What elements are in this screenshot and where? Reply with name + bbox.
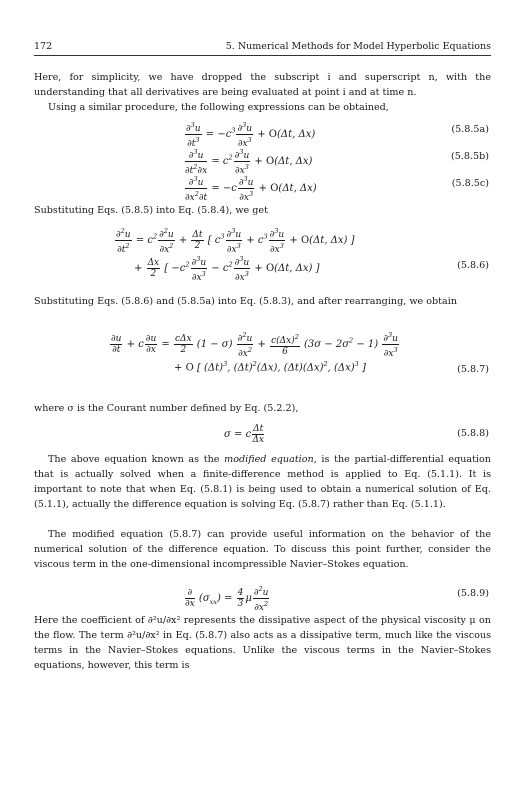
running-header — [34, 41, 491, 56]
equation-label: (5.8.5a) — [451, 124, 489, 135]
equation-5-8-5c: $\frac{\partial^3u}{\partial x^2\partial t}$ = −c $\frac{\partial^3u}{\partial x^3}$ + O(Δt, Δx) (5.8.5c) — [185, 175, 489, 203]
equation-label: (5.8.8) — [457, 428, 489, 439]
equation-5-8-9: $\frac{\partial}{\partial x}$ $(\sigma_{xx})$ = $\frac{4}{3}$ μ $\frac{\partial^2u}{\partial x^2}$ (5.8.9) — [185, 585, 489, 613]
paragraph-modified-equation: The above equation known as the modified equation, is the partial-differential equation that is actually solved when a finite-difference method is applied to Eq. (5.1.1). It is important to note that when Eq. (5.8.1) is being used to obtain a numerical solution of Eq. (5.1.1), actually the difference equation is solving Eq. (5.8.7) rather than Eq. (5.1.1). — [34, 454, 491, 510]
equation-5-8-5b: $\frac{\partial^3u}{\partial t^2\partial x}$ = $c^2$ $\frac{\partial^3u}{\partial x^3}$ + O(Δt, Δx) (5.8.5b) — [185, 148, 489, 176]
running-title: 5. Numerical Methods for Model Hyperbolic Equations — [225, 41, 491, 52]
paragraph-similar: Using a similar procedure, the following expressions can be obtained, — [48, 102, 389, 113]
paragraph-behavior: The modified equation (5.8.7) can provide useful information on the behavior of the numerical solution of the difference equation. To discuss this point further, consider the viscous term in the one-dimensional incompressible Navier–Stokes equation. — [34, 529, 491, 570]
equation-5-8-8: σ = c $\frac{\Delta t}{\Delta x}$ (5.8.8) — [224, 424, 489, 445]
paragraph-substituting-2: Substituting Eqs. (5.8.6) and (5.8.5a) into Eq. (5.8.3), and after rearranging, we obtain — [34, 296, 457, 307]
paragraph-dissipative: Here the coefficient of ∂²u/∂x² represents the dissipative aspect of the physical viscosity μ on the flow. The term ∂²u/∂x² in Eq. (5.8.7) also acts as a dissipative term, much like the viscous terms in the Navier–Stokes equations. Unlike the viscous terms in the Navier–Stokes equations, however, this term is — [34, 615, 491, 671]
equation-label: (5.8.7) — [457, 364, 489, 375]
paragraph-substituting-1: Substituting Eqs. (5.8.5) into Eq. (5.8.4), we get — [34, 205, 268, 216]
equation-label: (5.8.9) — [457, 588, 489, 599]
equation-5-8-6: $\frac{\partial^2u}{\partial t^2}$ = $c^2$ $\frac{\partial^2u}{\partial x^2}$ + $\frac{\Delta t}{2}$ [ $c^3$ $\frac{\partial^3u}{\partial x^3}$ + $c^3$ $\frac{\partial^3u}{\partial x^3}$ + O(Δt, Δx) ] + $\frac{\Delta x}{2}$ [ $-c^2$ $\frac{\partial^3u}{\partial x^3}$ − $c^2$ $\frac{\partial^3u}{\partial x^3}$ + O(Δt, Δx) ] (5.8.6) — [116, 227, 489, 283]
equation-5-8-5a: $\frac{\partial^3u}{\partial t^3}$ = $-c^3$ $\frac{\partial^3u}{\partial x^3}$ + O(Δt, Δx) (5.8.5a) — [186, 121, 489, 149]
paragraph-intro: Here, for simplicity, we have dropped the subscript i and superscript n, with the understanding that all derivatives are being evaluated at point i and at time n. — [34, 72, 491, 98]
equation-label: (5.8.5b) — [450, 151, 489, 162]
emphasis-modified-equation: modified equation — [224, 454, 314, 465]
equation-label: (5.8.5c) — [451, 178, 489, 189]
page-number: 172 — [34, 41, 53, 52]
equation-label: (5.8.6) — [457, 260, 489, 271]
equation-5-8-7: $\frac{\partial u}{\partial t}$ + c $\frac{\partial u}{\partial x}$ = $\frac{\text{cΔx}}{2}$ (1 − σ) $\frac{\partial^2u}{\partial x^2}$ + $\frac{c(\Delta x)^2}{6}$ $(3\sigma - 2\sigma^2 - 1)$ $\frac{\partial^3u}{\partial x^3}$ + O [ $(\Delta t)^3$, $(\Delta t)^2(\Delta x)$, $(\Delta t)(\Delta x)^2$, $(\Delta x)^3$ ] (5.8.7) — [111, 331, 489, 375]
paragraph-courant: where σ is the Courant number defined by Eq. (5.2.2), — [34, 403, 299, 414]
